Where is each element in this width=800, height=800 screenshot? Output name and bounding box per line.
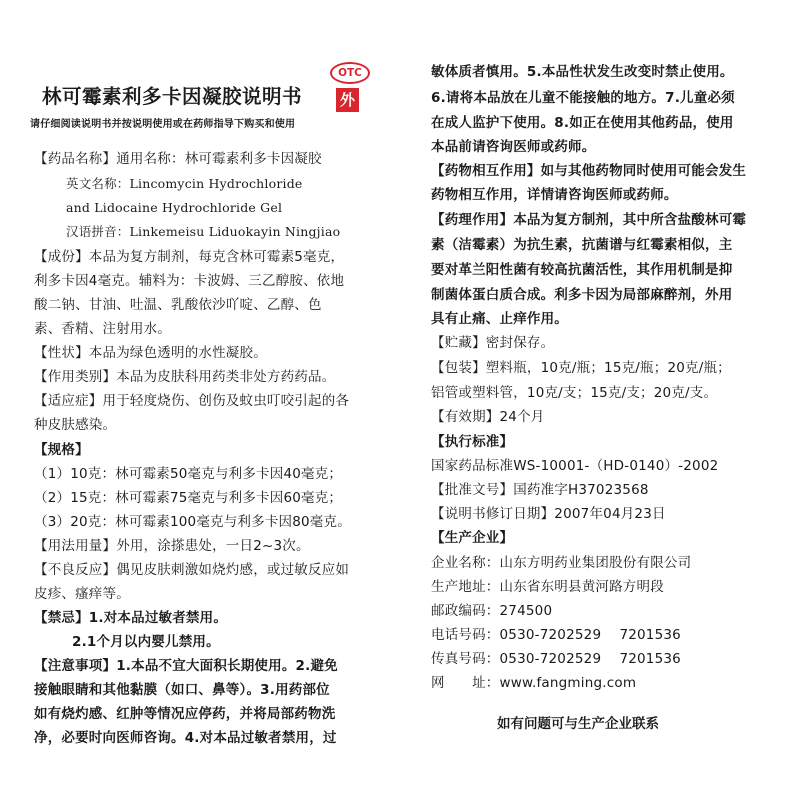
left-column	[0, 0, 385, 800]
company-address-line: 生产地址：山东省东明县黄河路方明段	[431, 579, 664, 595]
precautions-line-8: 本品前请咨询医师或药师。	[431, 139, 596, 155]
appearance-line: 【性状】本品为绿色透明的水性凝胶。	[34, 345, 267, 361]
precautions-line-7: 在成人监护下使用。8.如正在使用其他药品，使用	[431, 115, 734, 131]
fax-line: 传真号码：0530-7202529 7201536	[431, 651, 681, 667]
dosage-line: 【用法用量】外用，涂搽患处，一日2~3次。	[34, 538, 310, 554]
contraindications-line-2: 2.1个月以内婴儿禁用。	[72, 634, 220, 650]
adverse-reactions-line-1: 【不良反应】偶见皮肤刺激如烧灼感，或过敏反应如	[34, 562, 350, 578]
manufacturer-heading: 【生产企业】	[431, 530, 514, 546]
document-title: 林可霉素利多卡因凝胶说明书	[42, 85, 303, 108]
company-name-line: 企业名称：山东方明药业集团股份有限公司	[431, 555, 692, 571]
pharmacology-line-2: 素（洁霉素）为抗生素，抗菌谱与红霉素相似，主	[431, 237, 733, 253]
ingredients-line-4: 素、香精、注射用水。	[34, 321, 171, 337]
category-line: 【作用类别】本品为皮肤科用药类非处方药药品。	[34, 369, 336, 385]
english-name-line-1: 英文名称：Lincomycin Hydrochloride	[66, 176, 303, 191]
document-subtitle: 请仔细阅读说明书并按说明使用或在药师指导下购买和使用	[30, 119, 296, 130]
specification-line-3: （3）20克：林可霉素100毫克与利多卡因80毫克。	[34, 514, 351, 530]
precautions-line-3: 如有烧灼感、红肿等情况应停药，并将局部药物洗	[34, 706, 336, 722]
external-use-badge: 外	[336, 88, 359, 112]
website-line: 网 址：www.fangming.com	[431, 675, 637, 691]
specification-heading: 【规格】	[34, 442, 89, 458]
storage-line: 【贮藏】密封保存。	[431, 335, 555, 351]
specification-line-2: （2）15克：林可霉素75毫克与利多卡因60毫克；	[34, 490, 343, 506]
english-name-line-2: and Lidocaine Hydrochloride Gel	[66, 200, 283, 215]
pharmacology-line-1: 【药理作用】本品为复方制剂，其中所含盐酸林可霉	[431, 212, 747, 228]
revision-date-line: 【说明书修订日期】2007年04月23日	[431, 506, 666, 522]
specification-line-1: （1）10克：林可霉素50毫克与利多卡因40毫克；	[34, 466, 343, 482]
adverse-reactions-line-2: 皮疹、瘙痒等。	[34, 586, 130, 602]
indications-line-2: 种皮肤感染。	[34, 417, 117, 433]
interactions-line-2: 药物相互作用，详情请咨询医师或药师。	[431, 187, 678, 203]
pharmacology-line-4: 制菌体蛋白质合成。利多卡因为局部麻醉剂，外用	[431, 287, 733, 303]
right-column	[415, 0, 800, 800]
phone-line: 电话号码：0530-7202529 7201536	[431, 627, 681, 643]
ingredients-line-3: 酸二钠、甘油、吐温、乳酸依沙吖啶、乙醇、色	[34, 297, 322, 313]
precautions-line-2: 接触眼睛和其他黏膜（如口、鼻等）。3.用药部位	[34, 682, 330, 698]
pharmacology-line-3: 要对革兰阳性菌有较高抗菌活性，其作用机制是抑	[431, 262, 733, 278]
otc-badge: OTC	[330, 62, 370, 84]
precautions-line-5: 敏体质者慎用。5.本品性状发生改变时禁止使用。	[431, 64, 734, 80]
packaging-line-1: 【包装】塑料瓶，10克/瓶；15克/瓶；20克/瓶；	[431, 360, 731, 376]
contraindications-line-1: 【禁忌】1.对本品过敏者禁用。	[34, 610, 228, 626]
postal-code-line: 邮政编码：274500	[431, 603, 553, 619]
ingredients-line-2: 利多卡因4毫克。辅料为：卡波姆、三乙醇胺、依地	[34, 273, 345, 289]
ingredients-line-1: 【成份】本品为复方制剂，每克含林可霉素5毫克，	[34, 249, 345, 265]
pinyin-name-line: 汉语拼音：Linkemeisu Liduokayin Ningjiao	[66, 224, 341, 239]
interactions-line-1: 【药物相互作用】如与其他药物同时使用可能会发生	[431, 163, 747, 179]
packaging-line-2: 铝管或塑料管，10克/支；15克/支；20克/支。	[431, 385, 718, 401]
drug-name-line: 【药品名称】通用名称：林可霉素利多卡因凝胶	[34, 151, 322, 167]
indications-line-1: 【适应症】用于轻度烧伤、创伤及蚊虫叮咬引起的各	[34, 393, 350, 409]
precautions-line-1: 【注意事项】1.本品不宜大面积长期使用。2.避免	[34, 658, 338, 674]
precautions-line-4: 净，必要时向医师咨询。4.对本品过敏者禁用，过	[34, 730, 337, 746]
contact-note: 如有问题可与生产企业联系	[497, 716, 659, 732]
precautions-line-6: 6.请将本品放在儿童不能接触的地方。7.儿童必须	[431, 90, 735, 106]
pharmacology-line-5: 具有止痛、止痒作用。	[431, 311, 568, 327]
standard-line: 国家药品标准WS-10001-（HD-0140）-2002	[431, 458, 719, 474]
approval-number-line: 【批准文号】国药准字H37023568	[431, 482, 649, 498]
standard-heading: 【执行标准】	[431, 434, 514, 450]
validity-line: 【有效期】24个月	[431, 409, 545, 425]
